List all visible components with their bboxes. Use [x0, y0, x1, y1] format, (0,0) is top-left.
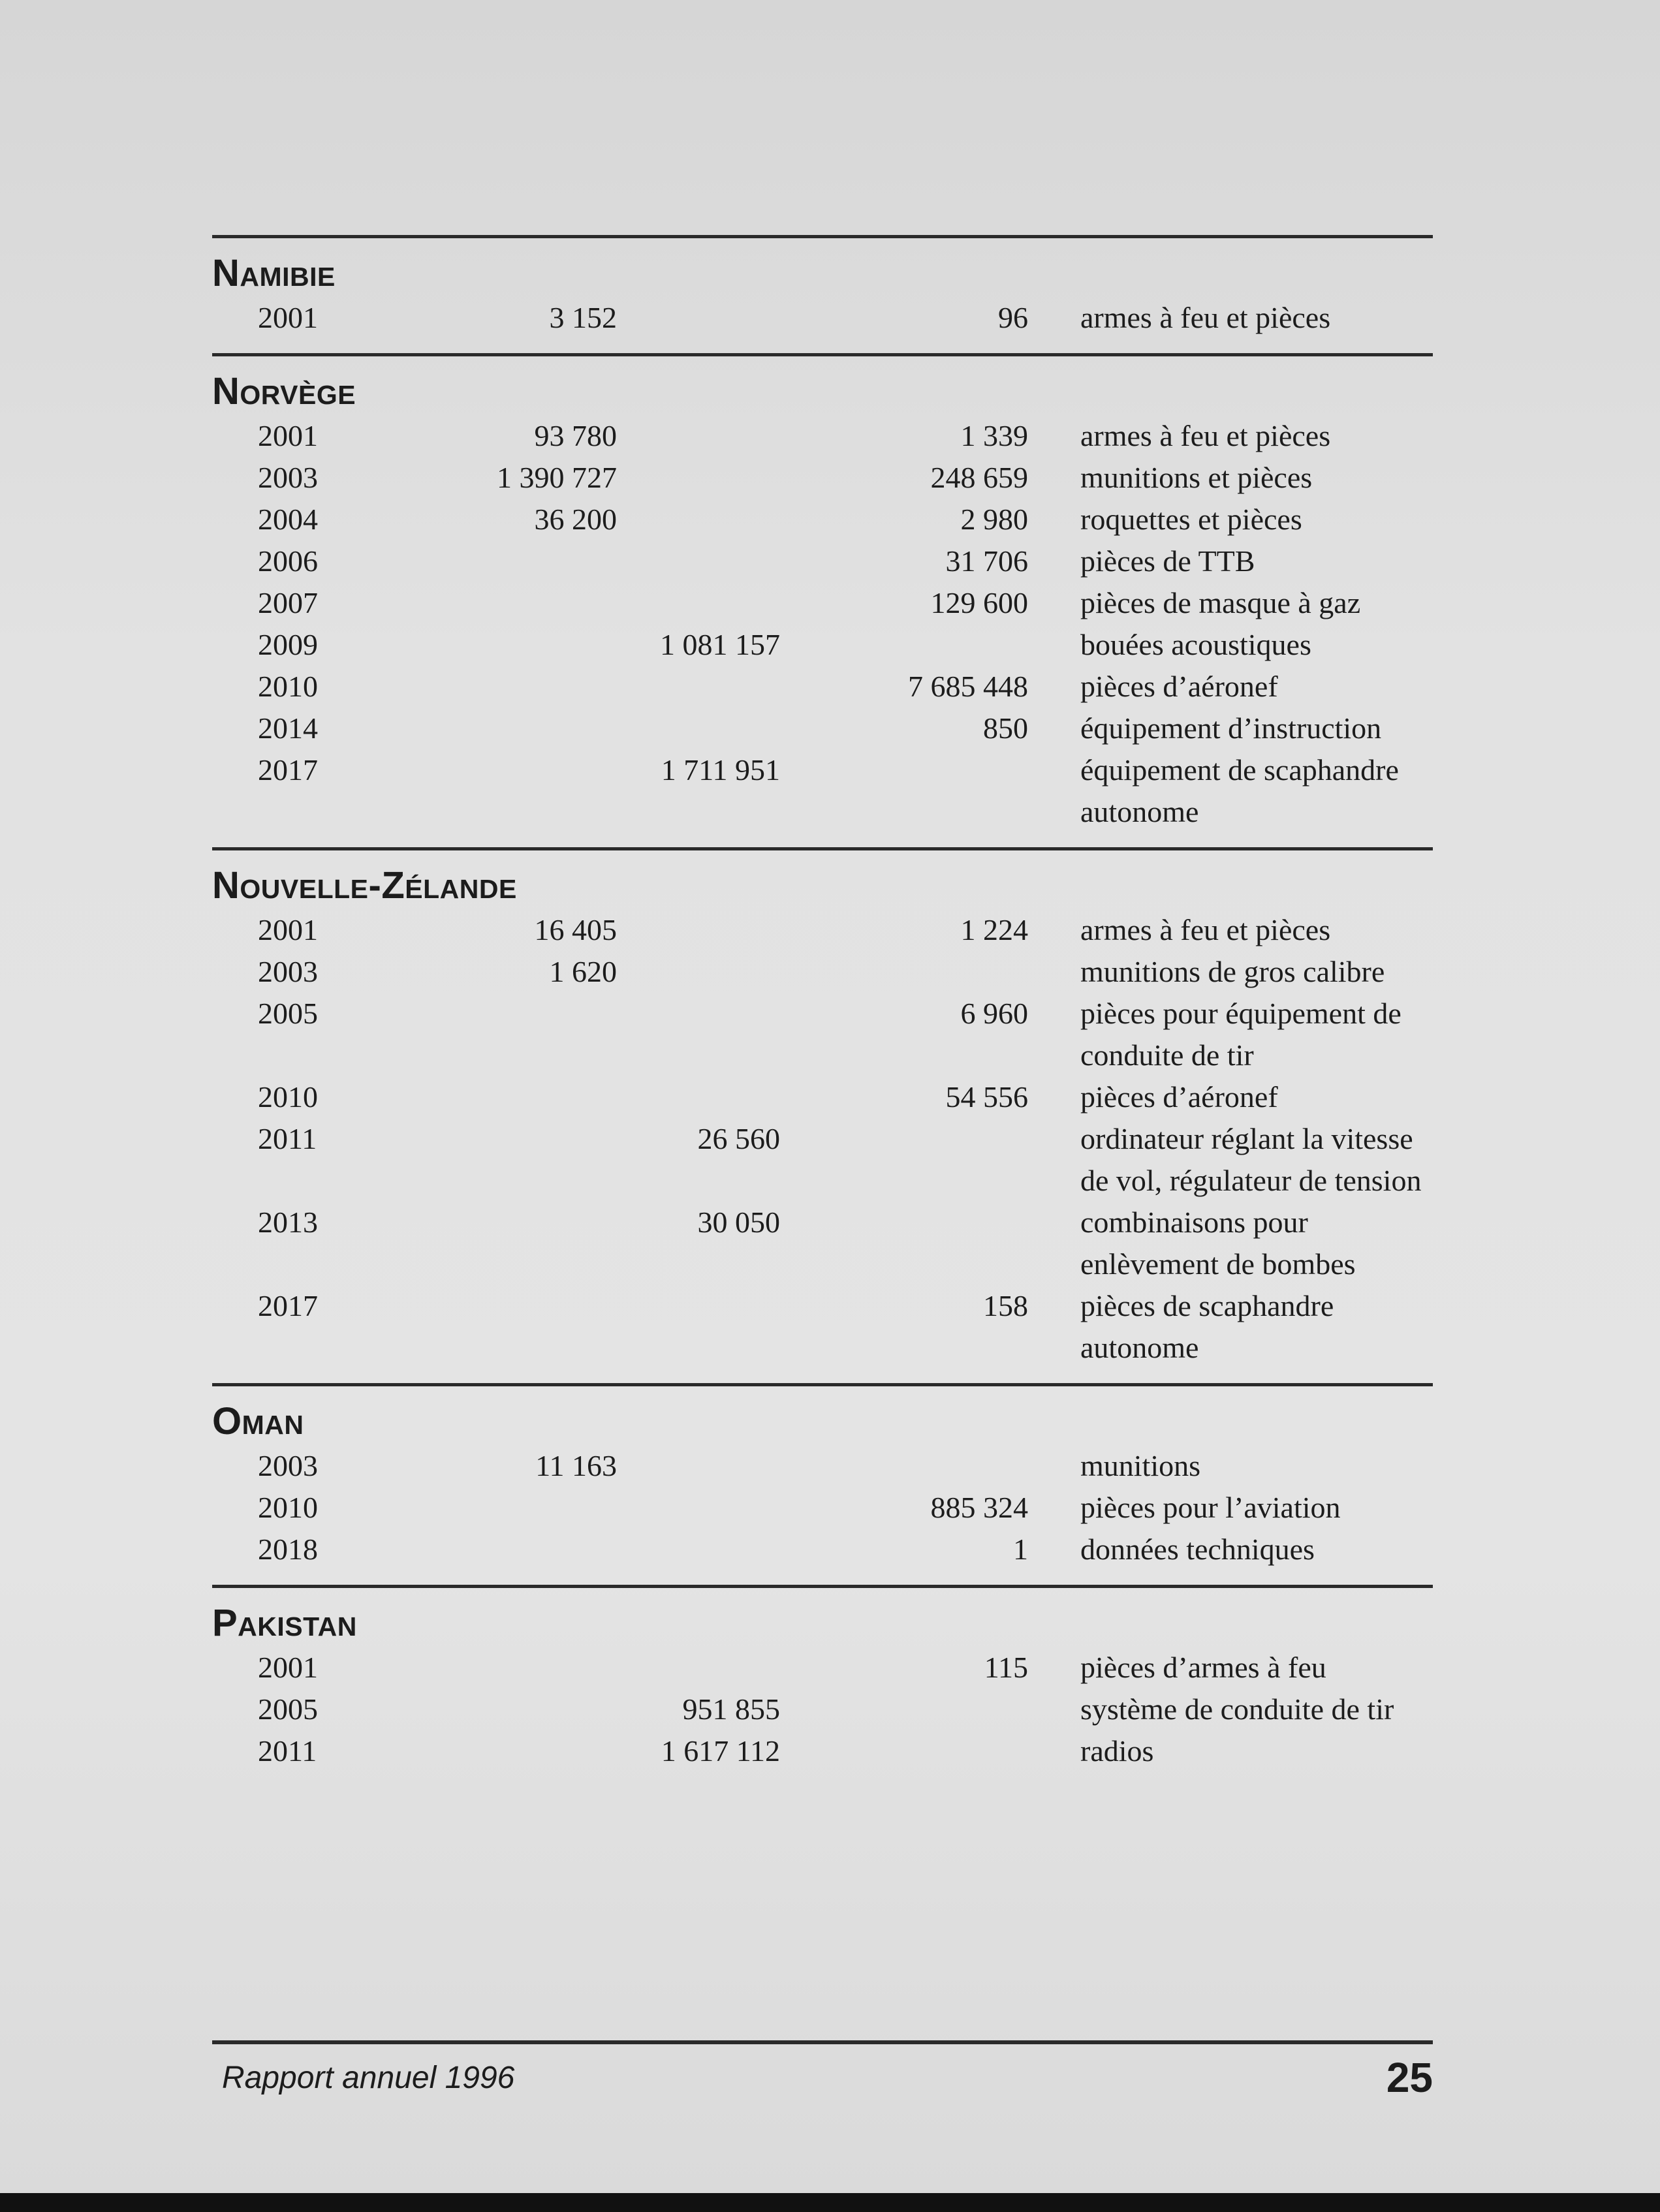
table-row [212, 1487, 1433, 1529]
value-column-3: 248 659 [930, 461, 1028, 494]
value-column-2: 951 855 [682, 1692, 780, 1726]
table-row [212, 1647, 1433, 1689]
description-cell: armes à feu et pièces [1080, 913, 1331, 946]
year-cell: 2006 [258, 544, 318, 578]
country-heading: Norvège [212, 370, 356, 413]
year-cell: 2005 [258, 1692, 318, 1726]
value-column-3: 6 960 [960, 997, 1028, 1030]
description-cell: munitions [1080, 1449, 1201, 1482]
year-cell: 2014 [258, 711, 318, 745]
value-column-1: 1 390 727 [497, 461, 617, 494]
value-column-1: 16 405 [534, 913, 617, 946]
table-row [212, 540, 1433, 582]
value-column-3: 850 [983, 711, 1028, 745]
table-row [212, 624, 1433, 666]
description-cell: équipement de scaphandre autonome [1080, 753, 1399, 828]
description-cell: armes à feu et pièces [1080, 301, 1331, 334]
year-cell: 2005 [258, 997, 318, 1030]
value-column-3: 7 685 448 [908, 670, 1028, 703]
country-heading: Oman [212, 1400, 304, 1442]
page-number: 25 [1386, 2054, 1433, 2101]
value-column-3: 1 224 [960, 913, 1028, 946]
year-cell: 2003 [258, 461, 318, 494]
description-cell: combinaisons pour enlèvement de bombes [1080, 1206, 1356, 1281]
description-cell: pièces pour l’aviation [1080, 1491, 1341, 1524]
year-cell: 2001 [258, 419, 318, 452]
description-cell: pièces d’aéronef [1080, 1080, 1278, 1114]
description-cell: pièces pour équipement de conduite de tir [1080, 997, 1402, 1072]
value-column-3: 1 339 [960, 419, 1028, 452]
country-section [212, 1585, 1433, 1786]
page-footer [212, 2040, 1433, 2110]
country-section [212, 847, 1433, 1383]
year-cell: 2011 [258, 1122, 317, 1155]
table-row [212, 1445, 1433, 1487]
description-cell: pièces de masque à gaz [1080, 586, 1361, 619]
table-row [212, 582, 1433, 624]
description-cell: pièces d’armes à feu [1080, 1651, 1326, 1684]
description-cell: pièces d’aéronef [1080, 670, 1278, 703]
value-column-1: 93 780 [534, 419, 617, 452]
value-column-3: 96 [998, 301, 1028, 334]
year-cell: 2004 [258, 503, 318, 536]
year-cell: 2013 [258, 1206, 318, 1239]
value-column-3: 129 600 [930, 586, 1028, 619]
description-cell: roquettes et pièces [1080, 503, 1302, 536]
table-row [212, 1730, 1433, 1772]
scan-edge-strip [0, 2193, 1660, 2212]
value-column-3: 2 980 [960, 503, 1028, 536]
description-cell: équipement d’instruction [1080, 711, 1382, 745]
value-column-1: 1 620 [549, 955, 617, 988]
footer-report-title: Rapport annuel 1996 [222, 2061, 515, 2095]
value-column-3: 54 556 [945, 1080, 1028, 1114]
description-cell: pièces de TTB [1080, 544, 1255, 578]
year-cell: 2007 [258, 586, 318, 619]
value-column-1: 36 200 [534, 503, 617, 536]
value-column-2: 26 560 [697, 1122, 780, 1155]
table-row [212, 708, 1433, 749]
value-column-2: 1 081 157 [660, 628, 780, 661]
export-table [212, 235, 1433, 1786]
year-cell: 2018 [258, 1533, 318, 1566]
value-column-3: 885 324 [930, 1491, 1028, 1524]
table-row [212, 415, 1433, 457]
table-row [212, 499, 1433, 540]
table-row [212, 1118, 1433, 1202]
year-cell: 2001 [258, 1651, 318, 1684]
value-column-3: 1 [1013, 1533, 1028, 1566]
year-cell: 2009 [258, 628, 318, 661]
table-row [212, 1076, 1433, 1118]
description-cell: radios [1080, 1734, 1154, 1768]
table-row [212, 297, 1433, 339]
year-cell: 2003 [258, 955, 318, 988]
description-cell: munitions et pièces [1080, 461, 1313, 494]
value-column-3: 115 [984, 1651, 1028, 1684]
table-row [212, 457, 1433, 499]
table-row [212, 993, 1433, 1076]
table-row [212, 1529, 1433, 1570]
country-heading: Namibie [212, 252, 336, 294]
value-column-1: 3 152 [549, 301, 617, 334]
description-cell: bouées acoustiques [1080, 628, 1311, 661]
table-row [212, 951, 1433, 993]
description-cell: ordinateur réglant la vitesse de vol, régulateur de tension [1080, 1122, 1422, 1197]
country-section [212, 353, 1433, 847]
description-cell: pièces de scaphandre autonome [1080, 1289, 1334, 1364]
country-heading: Pakistan [212, 1602, 357, 1644]
year-cell: 2003 [258, 1449, 318, 1482]
value-column-2: 1 711 951 [661, 753, 780, 787]
year-cell: 2010 [258, 1491, 318, 1524]
description-cell: données techniques [1080, 1533, 1315, 1566]
value-column-3: 158 [983, 1289, 1028, 1322]
country-section [212, 235, 1433, 353]
country-section [212, 1383, 1433, 1585]
year-cell: 2001 [258, 301, 318, 334]
description-cell: munitions de gros calibre [1080, 955, 1385, 988]
table-row [212, 749, 1433, 833]
table-row [212, 1689, 1433, 1730]
value-column-2: 30 050 [697, 1206, 780, 1239]
year-cell: 2010 [258, 1080, 318, 1114]
year-cell: 2001 [258, 913, 318, 946]
table-row [212, 1285, 1433, 1369]
table-row [212, 1202, 1433, 1285]
value-column-1: 11 163 [535, 1449, 617, 1482]
table-row [212, 909, 1433, 951]
description-cell: armes à feu et pièces [1080, 419, 1331, 452]
year-cell: 2017 [258, 1289, 318, 1322]
table-row [212, 666, 1433, 708]
description-cell: système de conduite de tir [1080, 1692, 1394, 1726]
year-cell: 2017 [258, 753, 318, 787]
country-heading: Nouvelle-Zélande [212, 864, 517, 907]
value-column-3: 31 706 [945, 544, 1028, 578]
value-column-2: 1 617 112 [661, 1734, 780, 1768]
year-cell: 2010 [258, 670, 318, 703]
year-cell: 2011 [258, 1734, 317, 1768]
